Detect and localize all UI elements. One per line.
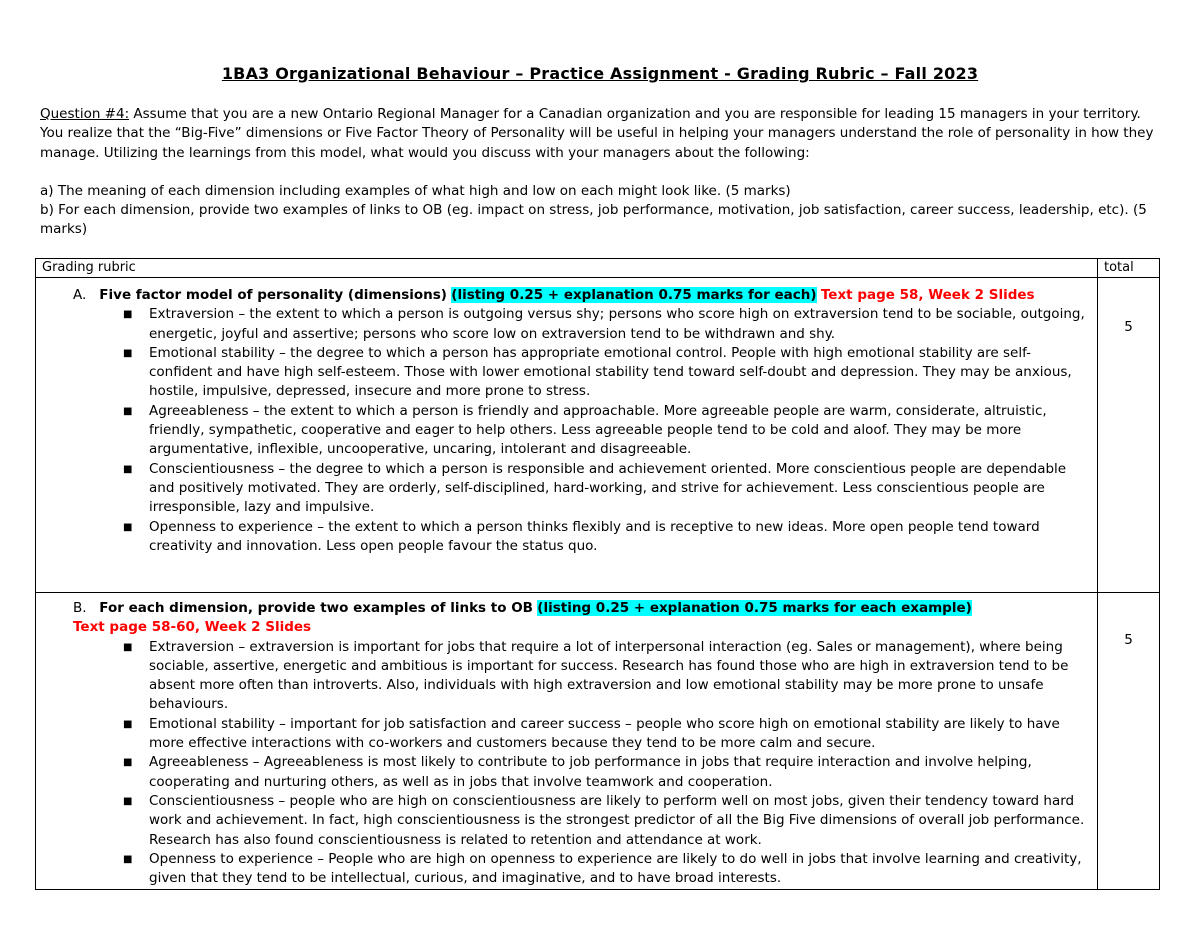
grading-rubric-table <box>35 258 1160 890</box>
list-item-text: Agreeableness – the extent to which a person is friendly and approachable. More agreeable people are warm, considerate, altruistic, friendly, sympathetic, cooperative and eager to help others. Less agreeable people tend to be cold and aloof. They may be more argumentative, inflexible, uncooperative, uncaring, intolerant and disagreeable. <box>149 402 1047 458</box>
list-item <box>123 344 1087 402</box>
square-bullet-icon: ■ <box>123 718 133 730</box>
section-b-total: 5 <box>1098 593 1160 890</box>
square-bullet-icon: ■ <box>123 347 133 359</box>
list-item <box>123 518 1087 557</box>
square-bullet-icon: ■ <box>123 853 133 865</box>
square-bullet-icon: ■ <box>123 795 133 807</box>
section-a-list <box>46 305 1087 556</box>
list-item <box>123 402 1087 460</box>
list-item-text: Agreeableness – Agreeableness is most likely to contribute to job performance in jobs that require interaction and involve helping, cooperating and nurturing others, as well as in jobs that involve teamwork and cooperation. <box>149 754 1032 790</box>
list-item <box>123 753 1087 792</box>
list-item <box>123 850 1087 889</box>
question-text: Assume that you are a new Ontario Regional Manager for a Canadian organization and you are responsible for leading 15 managers in your territory. You realize that the “Big-Five” dimensions or Five Factor Theory of Personality will be useful in helping your managers understand the role of personality in how they manage. Utilizing the learnings from this model, what would you discuss with your managers about the following: <box>40 106 1154 161</box>
section-b-reference: Text page 58-60, Week 2 Slides <box>73 619 312 636</box>
table-row-section-a <box>36 278 1160 593</box>
section-a-marks-highlight: (listing 0.25 + explanation 0.75 marks for each) <box>451 287 817 303</box>
list-item-text: Conscientiousness – people who are high on conscientiousness are likely to perform well on most jobs, given their tendency toward hard work and achievement. In fact, high conscientiousness is the strongest predictor of all the Big Five dimensions of overall job performance. Research has also found conscientiousness is related to retention and attendance at work. <box>149 792 1085 848</box>
list-item <box>123 792 1087 850</box>
list-item-text: Openness to experience – the extent to which a person thinks flexibly and is receptive to new ideas. More open people tend toward creativity and innovation. Less open people favour the status quo. <box>149 518 1040 554</box>
section-a-cell <box>36 278 1098 593</box>
question-label: Question #4: <box>40 106 130 122</box>
square-bullet-icon: ■ <box>123 463 133 475</box>
list-item-text: Emotional stability – the degree to which a person has appropriate emotional control. People with high emotional stability are self-confident and have high self-esteem. Those with lower emotional stability tend toward self-doubt and depression. They may be anxious, hostile, impulsive, depressed, insecure and more prone to stress. <box>149 344 1072 400</box>
square-bullet-icon: ■ <box>123 405 133 417</box>
document-title: 1BA3 Organizational Behaviour – Practice Assignment - Grading Rubric – Fall 2023 <box>221 64 979 83</box>
list-item-text: Conscientiousness – the degree to which a person is responsible and achievement oriented. More conscientious people are dependable and positively motivated. They are orderly, self-disciplined, hard-working, and strive for achievement. Less conscientious people are irresponsible, lazy and impulsive. <box>149 460 1067 516</box>
section-a-title: Five factor model of personality (dimensions) <box>99 287 447 303</box>
list-item-text: Extraversion – extraversion is important for jobs that require a lot of interpersonal interaction (eg. Sales or management), where being sociable, assertive, energetic and ambitious is important for success. Research has found those who are high in extraversion tend to be absent more often than introverts. Also, individuals with high extraversion and low emotional stability may be more prone to unsafe behaviours. <box>149 638 1069 713</box>
square-bullet-icon: ■ <box>123 521 133 533</box>
section-a-letter: A. <box>73 287 87 303</box>
section-b-list <box>46 638 1087 889</box>
section-a-reference: Text page 58, Week 2 Slides <box>820 287 1035 303</box>
part-b-text: b) For each dimension, provide two examples of links to OB (eg. impact on stress, job performance, motivation, job satisfaction, career success, leadership, etc). (5 marks) <box>40 202 1147 238</box>
question-block <box>40 105 1155 240</box>
section-b-letter: B. <box>73 600 87 616</box>
section-b-marks-highlight: (listing 0.25 + explanation 0.75 marks for each example) <box>537 600 972 616</box>
square-bullet-icon: ■ <box>123 641 133 653</box>
square-bullet-icon: ■ <box>123 757 133 769</box>
list-item <box>123 460 1087 518</box>
section-b-heading <box>46 599 1087 618</box>
question-paragraph <box>40 105 1155 163</box>
list-item <box>123 638 1087 715</box>
list-item-text: Extraversion – the extent to which a person is outgoing versus shy; persons who score high on extraversion tend to be sociable, outgoing, energetic, joyful and assertive; persons who score low on extraversion tend to be withdrawn and shy. <box>149 306 1085 342</box>
list-item <box>123 715 1087 754</box>
list-item-text: Openness to experience – People who are high on openness to experience are likely to do well in jobs that involve learning and creativity, given that they tend to be intellectual, curious, and imaginative, and to have broad interests. <box>149 850 1082 887</box>
header-total: total <box>1098 259 1160 278</box>
square-bullet-icon: ■ <box>123 309 133 321</box>
part-a-text: a) The meaning of each dimension including examples of what high and low on each might look like. (5 marks) <box>40 182 791 199</box>
header-rubric: Grading rubric <box>36 259 1098 278</box>
section-b-title: For each dimension, provide two examples of links to OB <box>99 600 533 616</box>
table-row-section-b <box>36 593 1160 890</box>
list-item-text: Emotional stability – important for job satisfaction and career success – people who score high on emotional stability are likely to have more effective interactions with co-workers and customers because they tend to be more calm and secure. <box>149 715 1060 752</box>
section-a-heading <box>46 286 1087 305</box>
section-b-cell <box>36 593 1098 890</box>
section-a-total: 5 <box>1098 278 1160 593</box>
list-item <box>123 305 1087 344</box>
table-header-row <box>36 259 1160 278</box>
